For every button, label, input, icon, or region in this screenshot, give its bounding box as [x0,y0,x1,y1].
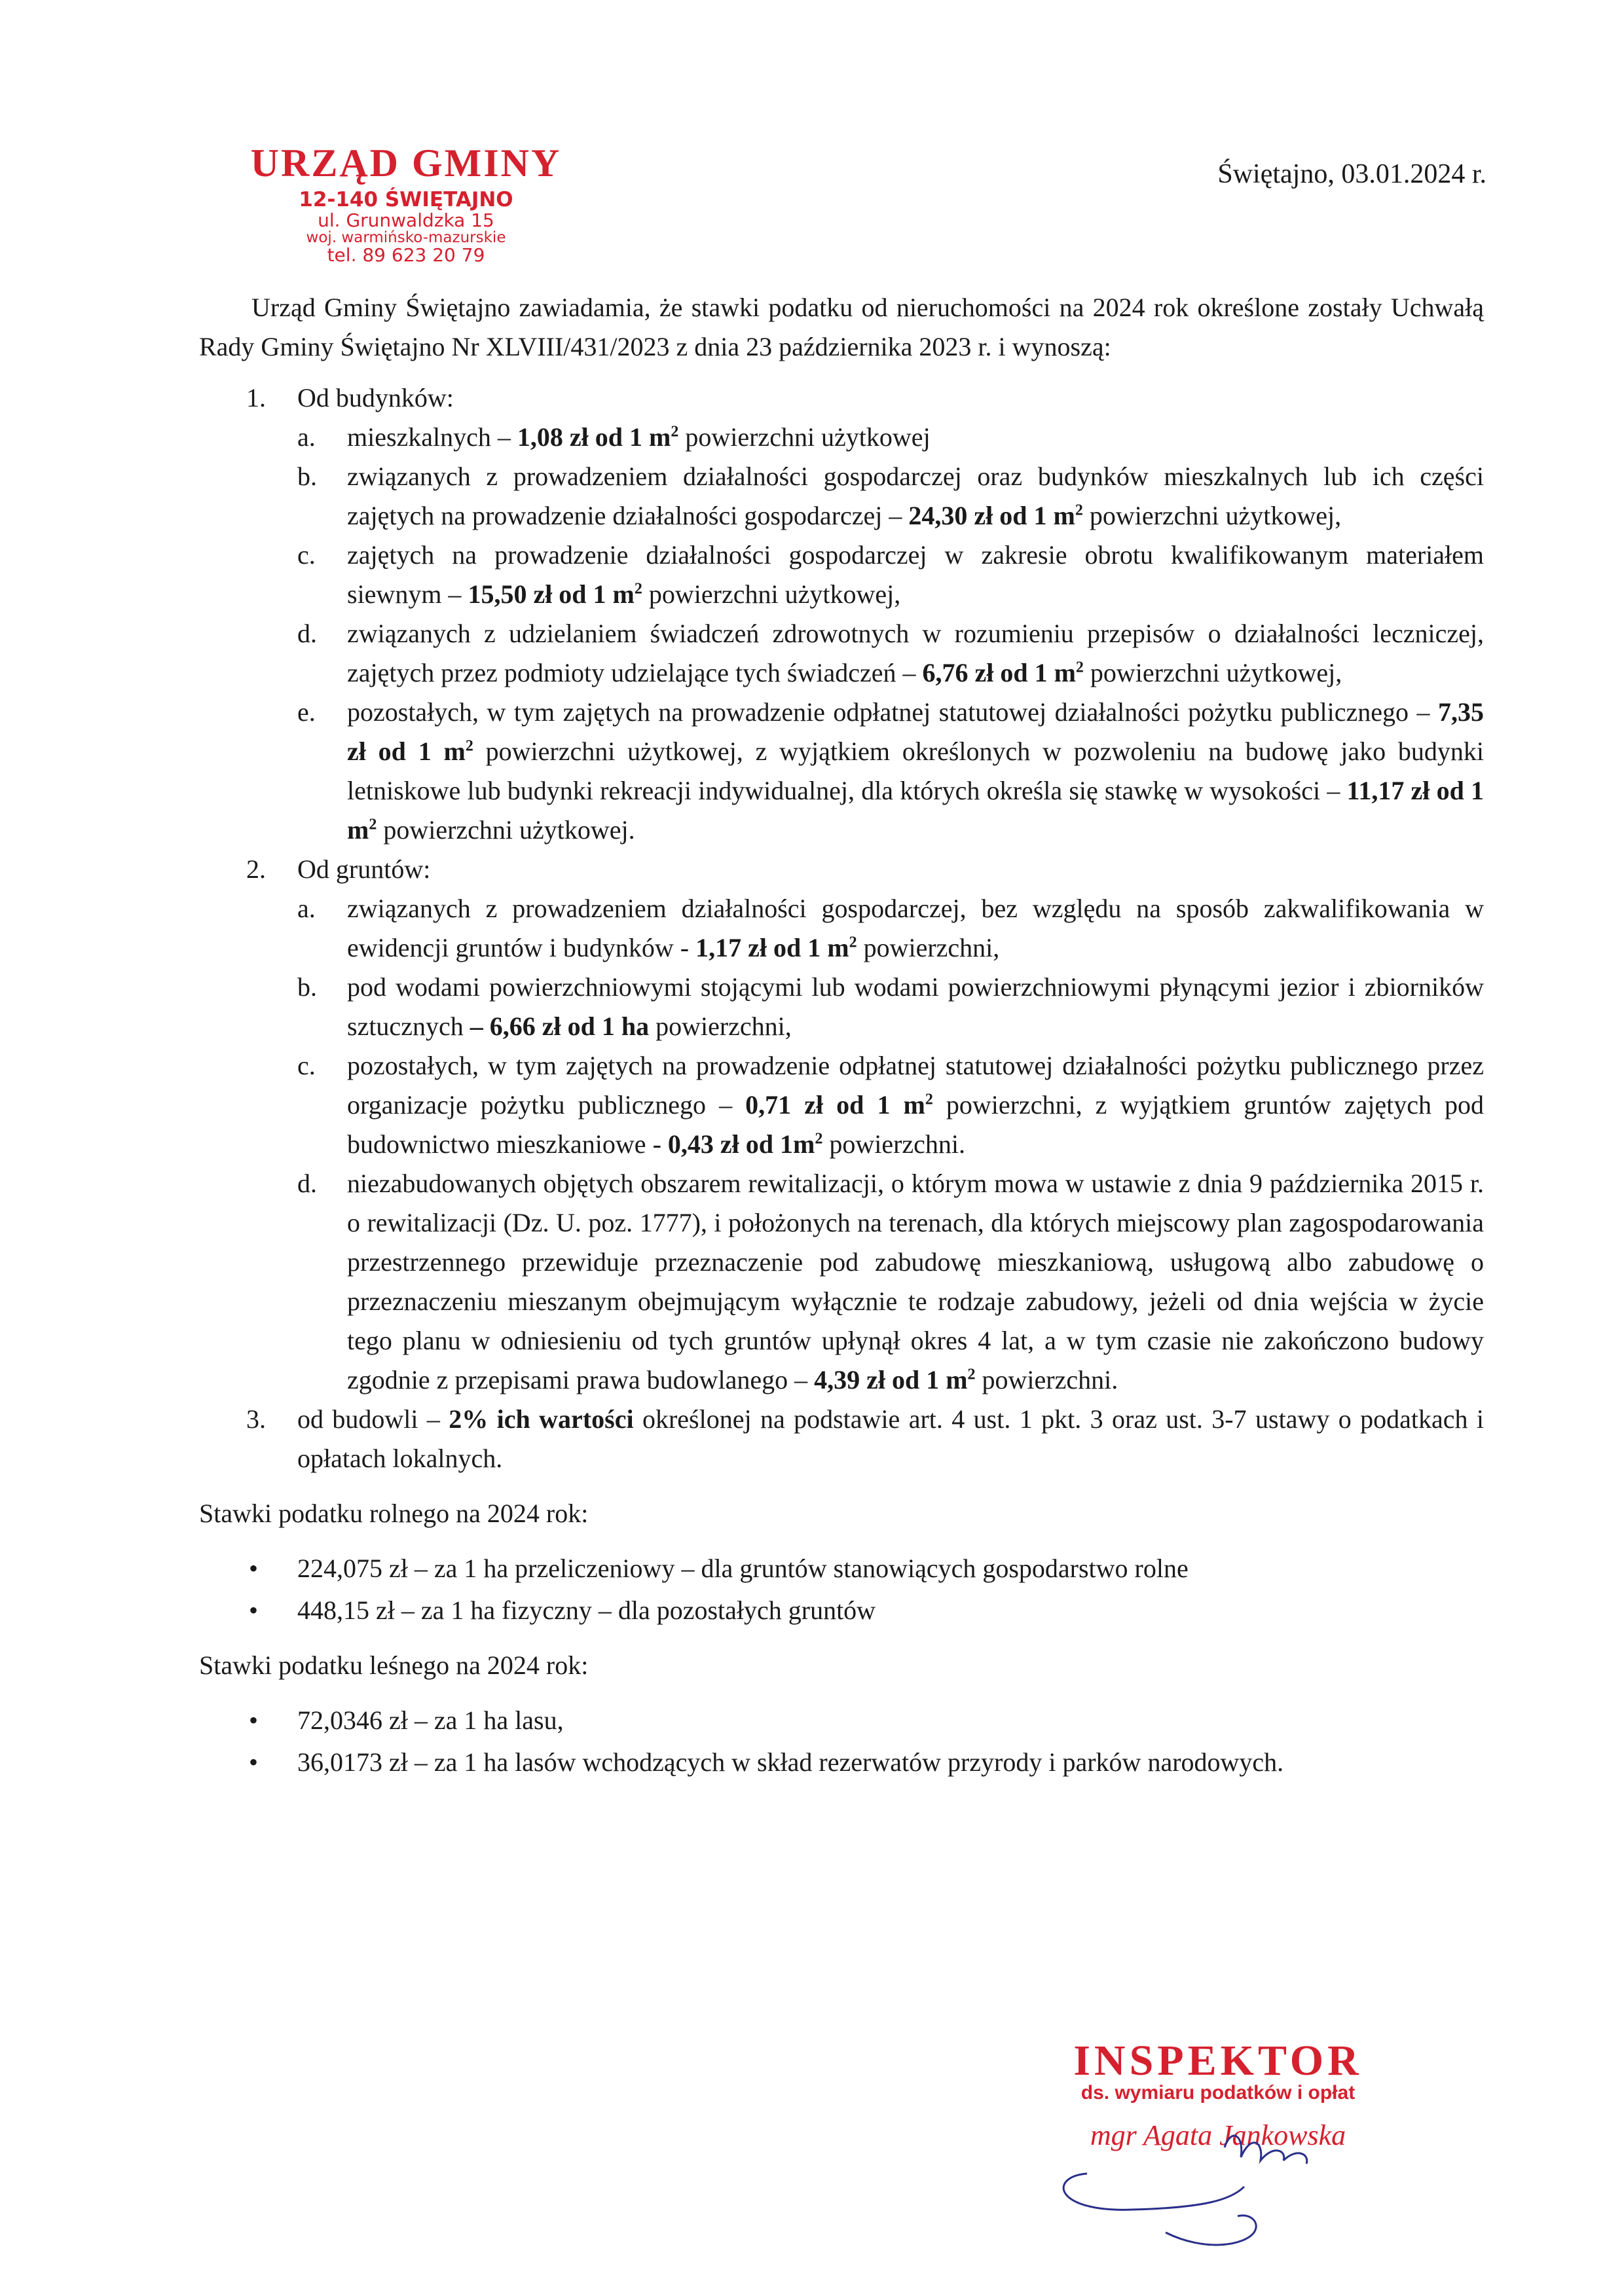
stamp-title: URZĄD GMINY [250,141,562,185]
superscript: 2 [369,816,377,833]
rate: 2% ich wartości [449,1404,634,1434]
agricultural-tax-heading: Stawki podatku rolnego na 2024 rok: [199,1499,589,1528]
superscript: 2 [1075,659,1084,676]
superscript: 2 [634,580,642,598]
rate: 24,30 zł od 1 m [908,501,1075,530]
rate: 15,50 zł od 1 m [468,579,635,609]
sub-item-seed-material [297,536,1484,614]
text: powierzchni użytkowej. [377,815,635,845]
sub-item-other-land [297,1046,1484,1164]
property-tax-list [199,378,1484,1478]
item-title: Od gruntów: [297,854,431,884]
sub-item-business-land [297,889,1484,968]
superscript: 2 [849,934,857,951]
document-body [199,288,1484,1785]
sub-item-healthcare [297,614,1484,693]
text: powierzchni użytkowej, [1083,658,1342,687]
inspector-signature-stamp [1035,2036,1401,2152]
text: powierzchni, [649,1011,792,1041]
stamp-voivodeship: woj. warmińsko-mazurskie [306,228,506,246]
place-and-date: Świętajno, 03.01.2024 r. [1217,159,1486,189]
text: powierzchni. [975,1365,1118,1394]
text: pod wodami powierzchniowymi stojącymi lub wodami powierzchniowymi płynącymi jezior i zbiorników sztucznych [347,972,1484,1041]
list-item: • 448,15 zł – za 1 ha fizyczny – dla pozostałych gruntów [199,1591,1484,1630]
list-item: • 72,0346 zł – za 1 ha lasu, [199,1701,1484,1740]
rate: 11,17 zł od 1 m [347,776,1484,845]
list-item-buildings [199,378,1484,850]
stamp-phone: tel. 89 623 20 79 [327,244,485,266]
text: pozostałych, w tym zajętych na prowadzenie odpłatnej statutowej działalności pożytku publicznego – [347,697,1438,727]
text: powierzchni. [822,1129,966,1159]
text: od budowli – [297,1404,449,1434]
text: powierzchni użytkowej, [642,579,901,609]
rate: 1,08 zł od 1 m [517,422,671,452]
office-stamp [242,143,570,264]
item-number: 1. [246,383,266,412]
rate: 7,35 zł od 1 m [347,697,1484,766]
item-number: 3. [246,1404,266,1434]
sub-item-letter: a. [297,894,316,923]
text: mieszkalnych – [347,422,517,452]
text: powierzchni, z wyjątkiem gruntów zajętych pod budownictwo mieszkaniowe - [347,1090,1485,1159]
sub-item-letter: e. [297,697,316,727]
superscript: 2 [671,423,679,441]
agricultural-tax-list [199,1549,1484,1630]
superscript: 2 [465,737,473,755]
sub-item-letter: a. [297,422,316,452]
text: pozostałych, w tym zajętych na prowadzenie odpłatnej statutowej działalności pożytku publicznego przez organizacje pożytku publicznego – [347,1051,1484,1120]
sub-item-letter: d. [297,1169,317,1198]
sub-item-letter: c. [297,1051,316,1080]
buildings-sublist [297,418,1484,850]
stamp-postal: 12-140 ŚWIĘTAJNO [299,188,513,211]
text: związanych z udzielaniem świadczeń zdrowotnych w rozumieniu przepisów o działalności leczniczej, zajętych przez podmioty udzielające tych świadczeń – [347,619,1484,687]
list-item-land [199,850,1484,1400]
forest-tax-list [199,1701,1484,1782]
sub-item-revitalization [297,1164,1484,1400]
superscript: 2 [815,1130,823,1148]
signature-subtitle: ds. wymiaru podatków i opłat [1080,2082,1356,2104]
text: powierzchni, [857,933,1000,962]
item-title: Od budynków: [297,383,454,412]
intro-paragraph: Urząd Gminy Świętajno zawiadamia, że stawki podatku od nieruchomości na 2024 rok określone zostały Uchwałą Rady Gminy Świętajno Nr XLVIII/431/2023 z dnia 23 października 2023 r. i wynoszą: [199,293,1484,361]
superscript: 2 [925,1091,933,1108]
sub-item-letter: d. [297,619,317,648]
signature-name: mgr Agata Jankowska [1090,2119,1346,2151]
rate: 0,43 zł od 1m [667,1129,815,1159]
rate: 6,76 zł od 1 m [922,658,1076,687]
handwritten-signature-icon [1035,2036,1401,2232]
list-item: • 36,0173 zł – za 1 ha lasów wchodzących w skład rezerwatów przyrody i parków narodowych. [199,1743,1484,1782]
sub-item-water [297,968,1484,1046]
land-sublist [297,889,1484,1400]
sub-item-letter: c. [297,540,316,570]
sub-item-other-buildings [297,693,1484,850]
sub-item-residential [297,418,1484,457]
text: niezabudowanych objętych obszarem rewitalizacji, o którym mowa w ustawie z dnia 9 października 2015 r. o rewitalizacji (Dz. U. poz. 1777), i położonych na terenach, dla których miejscowy plan zagospodarowania przestrzennego przewiduje przeznaczenie pod zabudowę mieszkaniową, usługową albo zabudowę o przeznaczeniu mieszanym obejmującym wyłącznie te rodzaje zabudowy, jeżeli od dnia wejścia w życie tego planu w odniesieniu od tych gruntów upłynął okres 4 lat, a w tym czasie nie zakończono budowy zgodnie z przepisami prawa budowlanego – [347,1169,1484,1394]
rate: 4,39 zł od 1 m [814,1365,968,1394]
stamp-street: ul. Grunwaldzka 15 [318,209,494,231]
list-item-structures [199,1400,1484,1478]
sub-item-letter: b. [297,972,317,1002]
item-number: 2. [246,854,266,884]
sub-item-letter: b. [297,462,317,491]
text: związanych z prowadzeniem działalności gospodarczej oraz budynków mieszkalnych lub ich części zajętych na prowadzenie działalności gospodarczej – [347,462,1484,530]
text: powierzchni użytkowej [678,422,931,452]
text: związanych z prowadzeniem działalności gospodarczej, bez względu na sposób zakwalifikowania w ewidencji gruntów i budynków - [347,894,1484,962]
text: powierzchni użytkowej, z wyjątkiem określonych w pozwoleniu na budowę jako budynki letniskowe lub budynki rekreacji indywidualnej, dla których określa się stawkę w wysokości – [347,737,1485,805]
text: zajętych na prowadzenie działalności gospodarczej w zakresie obrotu kwalifikowanym materiałem siewnym – [347,540,1484,609]
text: określonej na podstawie art. 4 ust. 1 pkt. 3 oraz ust. 3-7 ustawy o podatkach i opłatach lokalnych. [297,1404,1484,1473]
sub-item-business [297,457,1484,536]
rate: – 6,66 zł od 1 ha [470,1011,650,1041]
text: powierzchni użytkowej, [1082,501,1342,530]
rate: 1,17 zł od 1 m [695,933,849,962]
list-item: • 224,075 zł – za 1 ha przeliczeniowy – dla gruntów stanowiących gospodarstwo rolne [199,1549,1484,1588]
rate: 0,71 zł od 1 m [745,1090,925,1120]
superscript: 2 [967,1366,976,1383]
superscript: 2 [1075,501,1083,519]
signature-title: INSPEKTOR [1073,2037,1363,2085]
forest-tax-heading: Stawki podatku leśnego na 2024 rok: [199,1650,589,1680]
